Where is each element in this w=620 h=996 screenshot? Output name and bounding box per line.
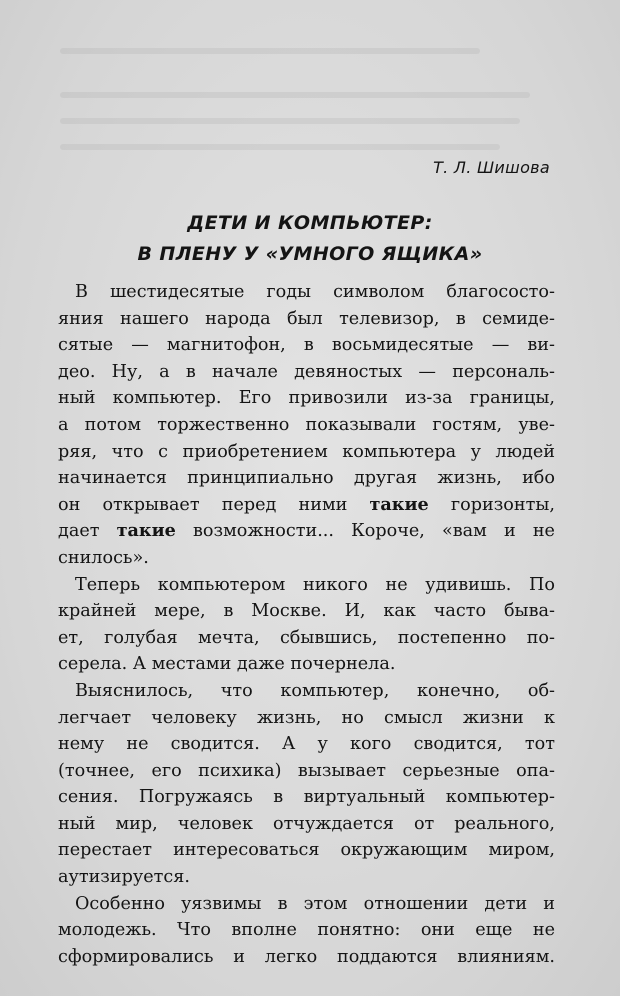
title-line-2: В ПЛЕНУ У «УМНОГО ЯЩИКА» — [137, 243, 483, 265]
word: Теперь — [75, 574, 141, 595]
word: горизонты, — [450, 494, 555, 515]
word: поддаются — [336, 946, 438, 967]
word: дети — [484, 893, 528, 914]
word: понятно: — [317, 920, 401, 941]
title-line-1: ДЕТИ И КОМПЬЮТЕР: — [187, 212, 433, 234]
word: А — [132, 654, 147, 675]
word: из-за — [405, 388, 453, 409]
word: Погружаясь — [138, 787, 253, 808]
word: — — [418, 361, 436, 382]
word: аутизируется. — [58, 867, 190, 888]
bleed-through-shadow — [60, 48, 480, 54]
bleed-through-shadow — [60, 144, 500, 150]
word: сбывшись, — [279, 627, 378, 648]
word: — — [491, 335, 510, 356]
word: местами — [151, 654, 232, 675]
word: смысл — [384, 707, 443, 728]
text-line — [58, 758, 555, 785]
word: начале — [211, 361, 278, 382]
word: интересоваться — [173, 840, 320, 861]
word: отчуждается — [272, 813, 394, 834]
word: сводится, — [413, 734, 503, 755]
text-line — [58, 784, 555, 811]
word: в — [455, 308, 466, 329]
word: ибо — [522, 468, 555, 489]
word: Особенно — [75, 893, 165, 914]
word: от — [413, 813, 435, 834]
word: уве- — [518, 414, 555, 435]
text-line — [58, 385, 555, 412]
word: а — [159, 361, 170, 382]
word: вызывает — [297, 760, 386, 781]
word: компьютер. — [112, 388, 222, 409]
word: В — [75, 282, 88, 302]
word: показывали — [305, 414, 417, 435]
text-line — [58, 917, 555, 944]
word: вполне — [231, 920, 297, 941]
word: молодежь. — [58, 920, 157, 941]
word: компьютер, — [280, 680, 390, 701]
text-line — [58, 332, 555, 359]
text-line — [58, 891, 555, 918]
word: По — [529, 574, 555, 595]
word: перестает — [58, 840, 153, 861]
word: границы, — [469, 388, 555, 409]
word: как — [383, 601, 416, 622]
word: влияниям. — [457, 946, 555, 967]
word: этом — [303, 893, 348, 914]
bleed-through-shadow — [60, 118, 520, 124]
word: жизнь, — [256, 707, 322, 728]
word: яния — [58, 308, 104, 329]
word: Москве. — [251, 601, 327, 622]
word: и — [543, 893, 555, 914]
word: сения. — [58, 787, 119, 808]
word: он — [58, 494, 81, 515]
word: уязвимы — [181, 893, 262, 914]
word: реального, — [454, 813, 555, 834]
word: в — [303, 335, 314, 356]
word: снилось». — [58, 547, 149, 568]
word: часто — [433, 601, 487, 622]
word: персональ- — [452, 361, 555, 382]
word: «вам — [441, 521, 487, 542]
word: серела. — [58, 654, 128, 675]
text-line — [58, 678, 555, 705]
word: восьмидесятые — [331, 335, 474, 356]
word: конечно, — [416, 680, 501, 701]
word: человек — [177, 813, 253, 834]
word: нашего — [120, 308, 189, 329]
word: сводится. — [170, 734, 260, 755]
word: приобретением — [182, 441, 328, 462]
word: крайней — [58, 601, 137, 622]
word: был — [286, 308, 323, 329]
word: такие — [116, 520, 176, 542]
word: другая — [353, 468, 418, 489]
word: магнитофон, — [166, 335, 286, 356]
word: ви- — [527, 335, 555, 356]
word: начинается — [58, 468, 167, 489]
text-line — [58, 625, 555, 652]
word: ними — [298, 494, 348, 515]
word: по- — [526, 627, 555, 648]
word: Ну, — [111, 361, 143, 382]
word: символом — [333, 282, 425, 302]
word: сформировались — [58, 946, 214, 967]
word: телевизор, — [339, 308, 440, 329]
word: его — [151, 760, 182, 781]
word: годы — [266, 282, 312, 302]
word: Выяснилось, — [75, 680, 194, 701]
word: легчает — [58, 707, 132, 728]
word: благососто- — [446, 282, 555, 302]
word: мере, — [154, 601, 206, 622]
word: миром, — [488, 840, 555, 861]
word: И, — [344, 601, 366, 622]
word: торжественно — [157, 414, 290, 435]
text-line — [58, 545, 555, 572]
text-line — [58, 279, 555, 306]
word: отношении — [363, 893, 469, 914]
word: у — [470, 441, 481, 462]
word: в — [277, 893, 288, 914]
word: виртуальный — [303, 787, 426, 808]
text-line — [58, 518, 555, 545]
text-line — [58, 598, 555, 625]
text-line — [58, 731, 555, 758]
author-name: Т. Л. Шишова — [433, 158, 550, 177]
word: людей — [495, 441, 555, 462]
word: удивишь. — [425, 574, 512, 595]
word: что — [111, 441, 144, 462]
word: никого — [303, 574, 368, 595]
text-line — [58, 439, 555, 466]
word: ный — [58, 813, 96, 834]
word: открывает — [102, 494, 200, 515]
word: в — [273, 787, 284, 808]
word: нему — [58, 734, 105, 755]
word: ный — [58, 388, 96, 409]
word: (точнее, — [58, 760, 135, 781]
word: компьютером — [157, 574, 286, 595]
word: и — [503, 521, 516, 542]
text-line — [58, 572, 555, 599]
word: шестидесятые — [109, 282, 245, 302]
word: об- — [527, 680, 555, 701]
word: голубая — [104, 627, 178, 648]
word: народа — [205, 308, 271, 329]
word: человеку — [151, 707, 237, 728]
word: почернела. — [290, 654, 396, 675]
word: сятые — [58, 335, 114, 356]
word: не — [532, 920, 555, 941]
word: компьютера — [342, 441, 457, 462]
word: к — [543, 707, 555, 728]
word: — — [131, 335, 149, 356]
word: быва- — [503, 601, 555, 622]
word: жизнь, — [437, 468, 502, 489]
word: девяностых — [294, 361, 403, 382]
word: гостям, — [432, 414, 503, 435]
text-line — [58, 359, 555, 386]
word: окружающим — [340, 840, 468, 861]
text-line — [58, 944, 555, 971]
word: в — [223, 601, 234, 622]
word: психика) — [198, 760, 282, 781]
word: дает — [58, 521, 100, 542]
word: Короче, — [351, 521, 425, 542]
word: они — [420, 920, 455, 941]
word: в — [185, 361, 196, 382]
word: ряя, — [58, 441, 98, 462]
word: кого — [350, 734, 392, 755]
bleed-through-shadow — [60, 92, 530, 98]
word: Что — [177, 920, 211, 941]
text-line — [58, 837, 555, 864]
word: опа- — [516, 760, 555, 781]
chapter-title — [60, 208, 560, 270]
word: мир, — [115, 813, 158, 834]
word: семиде- — [482, 308, 555, 329]
text-line — [58, 705, 555, 732]
word: такие — [369, 493, 429, 515]
word: привозили — [288, 388, 388, 409]
word: мечта, — [198, 627, 260, 648]
word: А — [282, 734, 296, 755]
word: постепенно — [397, 627, 507, 648]
word: не — [126, 734, 149, 755]
word: легко — [264, 946, 318, 967]
word: но — [341, 707, 364, 728]
text-line — [58, 465, 555, 492]
word: еще — [475, 920, 513, 941]
word: потом — [84, 414, 142, 435]
text-line — [58, 864, 555, 891]
word: компьютер- — [445, 787, 555, 808]
text-line — [58, 492, 555, 519]
word: ет, — [58, 627, 84, 648]
word: возможности... — [193, 521, 334, 542]
word: и — [233, 946, 245, 967]
word: тот — [524, 734, 555, 755]
word: не — [385, 574, 408, 595]
word: перед — [221, 494, 277, 515]
text-line — [58, 412, 555, 439]
word: Его — [238, 388, 272, 409]
body-text — [58, 279, 555, 970]
word: даже — [236, 654, 285, 675]
word: у — [317, 734, 328, 755]
text-line — [58, 811, 555, 838]
word: не — [532, 521, 555, 542]
word: серьезные — [402, 760, 500, 781]
word: жизни — [462, 707, 524, 728]
word: с — [158, 441, 168, 462]
word: а — [58, 414, 69, 435]
text-line — [58, 306, 555, 333]
word: что — [220, 680, 253, 701]
word: део. — [58, 361, 96, 382]
text-line — [58, 651, 555, 678]
word: принципиально — [187, 468, 334, 489]
